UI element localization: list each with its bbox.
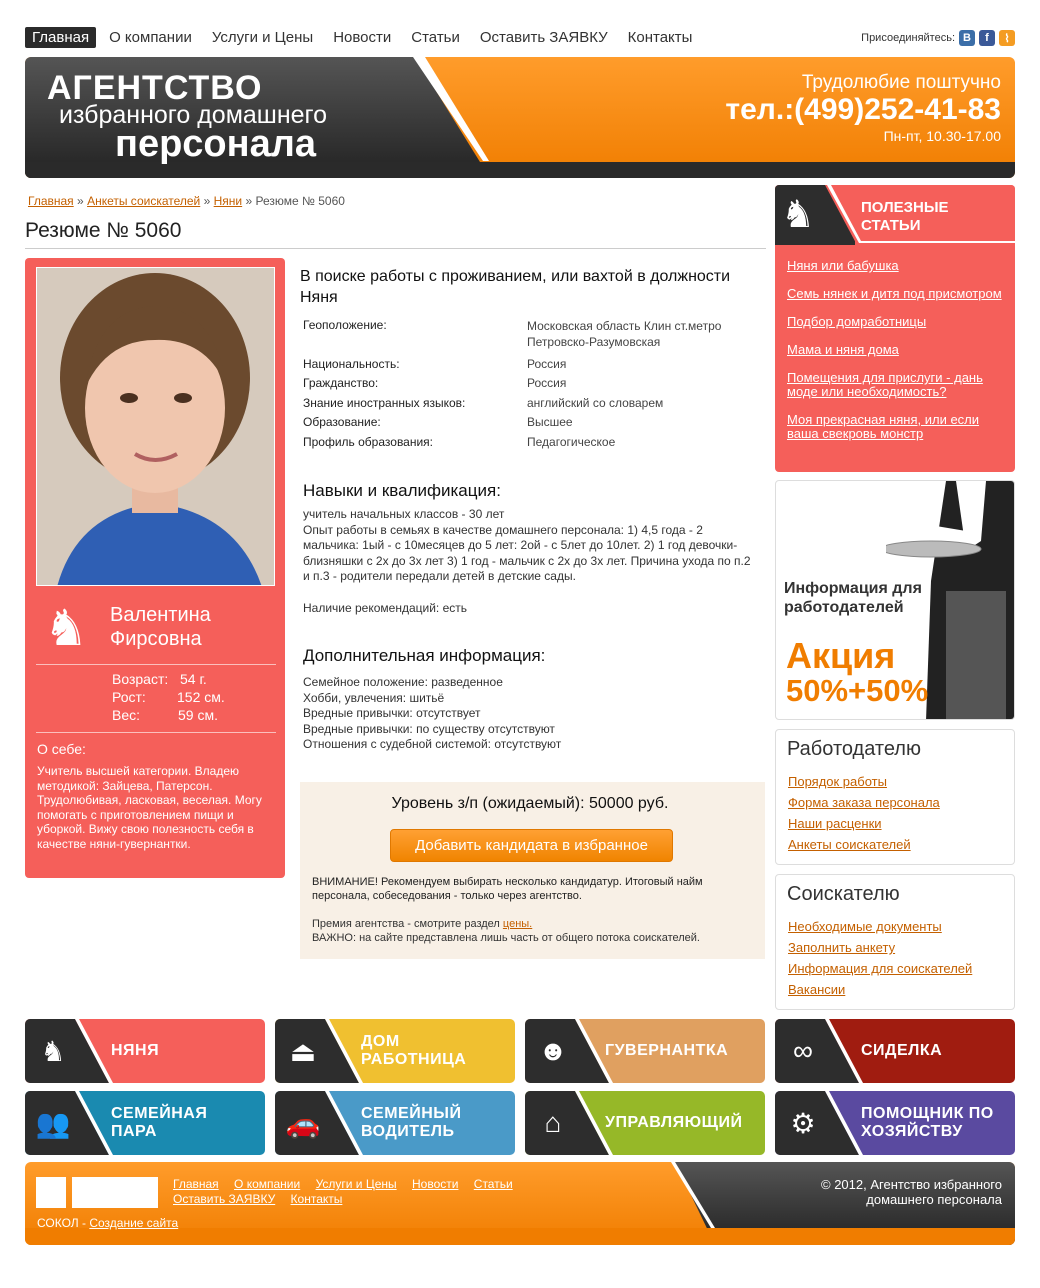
breadcrumb-current: Резюме № 5060: [255, 194, 345, 208]
nav-contacts[interactable]: Контакты: [627, 29, 693, 46]
work-hours: Пн-пт, 10.30-17.00: [883, 128, 1001, 144]
tile-governess[interactable]: [525, 1019, 765, 1083]
iron-icon: ⏏: [289, 1035, 317, 1067]
employer-link[interactable]: Форма заказа персонала: [788, 795, 940, 810]
tile-label: УПРАВЛЯЮЩИЙ: [605, 1114, 743, 1131]
field-label: Гражданство:: [303, 376, 379, 390]
phone-number: тел.:(499)252-41-83: [725, 93, 1001, 126]
governess-icon: ☻: [538, 1035, 568, 1066]
field-value: Высшее: [527, 415, 573, 429]
article-link[interactable]: Подбор домработницы: [787, 314, 927, 329]
employer-link[interactable]: Наши расценки: [788, 816, 882, 831]
weight-value: 59 см.: [178, 707, 218, 723]
nav-services[interactable]: Услуги и Цены: [211, 29, 314, 46]
tile-label: СИДЕЛКА: [861, 1042, 943, 1059]
field-value: английский со словарем: [527, 396, 664, 410]
nav-about[interactable]: О компании: [109, 29, 192, 46]
footer-link[interactable]: Статьи: [473, 1177, 513, 1191]
logo-line2[interactable]: избранного домашнего: [59, 101, 328, 129]
about-label: О себе:: [37, 741, 86, 757]
article-link[interactable]: Семь нянек и дитя под присмотром: [787, 286, 1002, 301]
add-to-favorites-button[interactable]: Добавить кандидата в избранное: [390, 829, 673, 862]
promo-discount: 50%+50%: [786, 673, 929, 708]
nav-news[interactable]: Новости: [333, 29, 392, 46]
breadcrumb-nanny[interactable]: Няни: [213, 194, 243, 208]
articles-title: ПОЛЕЗНЫЕ СТАТЬИ: [861, 199, 949, 234]
promo-text: Информация для работодателей: [784, 580, 922, 616]
candidate-link[interactable]: Заполнить анкету: [788, 940, 896, 955]
breadcrumb-home[interactable]: Главная: [28, 194, 74, 208]
breadcrumb-anketa[interactable]: Анкеты соискателей: [87, 194, 201, 208]
field-value: Педагогическое: [527, 435, 616, 449]
slogan: Трудолюбие поштучно: [801, 72, 1001, 93]
developer-credit: СОКОЛ - Создание сайта: [37, 1216, 179, 1230]
breadcrumb: Главная » Анкеты соискателей » Няни » Резюме № 5060: [28, 194, 345, 208]
employer-box: [775, 729, 1015, 865]
about-text: Учитель высшей категории. Владею методикой: Зайцева, Патерсон. Трудолюбивая, ласковая, веселая. Могу помогать с приготовлением пищи и уборкой. Вижу свою полезность себя в качестве няни-гувернантки.: [37, 764, 262, 851]
footer-logo-box: [36, 1177, 66, 1208]
footer-link[interactable]: Контакты: [290, 1192, 343, 1206]
weight-label: Вес:: [112, 707, 141, 723]
tile-manager[interactable]: [525, 1091, 765, 1155]
candidate-name: Валентина Фирсовна: [110, 604, 211, 650]
glasses-icon: ∞: [793, 1035, 813, 1066]
footer-link[interactable]: Оставить ЗАЯВКУ: [173, 1192, 276, 1206]
skills-title: Навыки и квалификация:: [303, 481, 501, 500]
employer-title: Работодателю: [787, 738, 921, 760]
tile-label: СЕМЕЙНЫЙ ВОДИТЕЛЬ: [361, 1105, 462, 1140]
divider: [36, 732, 276, 733]
candidate-link[interactable]: Информация для соискателей: [788, 961, 973, 976]
field-label: Знание иностранных языков:: [303, 396, 466, 410]
social-join: [861, 30, 1015, 46]
footer-link[interactable]: Новости: [411, 1177, 459, 1191]
divider: [25, 248, 766, 249]
tile-label: НЯНЯ: [111, 1042, 160, 1059]
nav-articles[interactable]: Статьи: [411, 29, 460, 46]
tile-family-couple[interactable]: [25, 1091, 265, 1155]
gear-icon: ⚙: [790, 1107, 816, 1139]
article-link[interactable]: Помещения для прислуги - дань моде или необходимость?: [787, 370, 983, 399]
top-navigation: [25, 27, 705, 48]
rocking-horse-icon: ♞: [781, 194, 816, 236]
premium-note: Премия агентства - смотрите раздел цены. ВАЖНО: на сайте представлена лишь часть от общего потока соискателей.: [312, 918, 700, 944]
skills-text: учитель начальных классов - 30 лет Опыт работы в семьях в качестве домашнего персонала: 1) 4,5 года - 2 мальчика: 1ый - с 10месяцев до 5 лет: 2ой - с 5лет до 10лет. 2) 1 год девочки-близняшки с 2х до 3х лет 3) 1 год - мальчик с 2х до 3х лет. Причина ухода по п.2 и п.3 - родители передали детей в детские сады. Наличие рекомендаций: есть: [303, 507, 751, 615]
rocking-horse-icon: ♞: [43, 600, 89, 656]
tile-household-helper[interactable]: [775, 1091, 1015, 1155]
age-value: 54 г.: [180, 671, 207, 687]
seeking-title: В поиске работы с проживанием, или вахтой в должности Няня: [300, 268, 731, 306]
facebook-icon[interactable]: f: [979, 30, 995, 46]
footer-link[interactable]: Услуги и Цены: [315, 1177, 397, 1191]
footer-navigation: [173, 1177, 573, 1207]
rss-icon[interactable]: ⌇: [999, 30, 1015, 46]
age-label: Возраст:: [112, 671, 169, 687]
house-icon: ⌂: [544, 1107, 562, 1138]
warning-text: ВНИМАНИЕ! Рекомендуем выбирать несколько кандидатур. Итоговый найм персонала, собеседования - только через агентство.: [312, 876, 703, 902]
tile-label: ГУВЕРНАНТКА: [605, 1042, 729, 1059]
field-label: Геоположение:: [303, 318, 387, 332]
logo-line1[interactable]: АГЕНТСТВО: [47, 69, 263, 107]
promo-action: Акция: [786, 635, 896, 676]
car-icon: 🚗: [285, 1107, 321, 1139]
couple-icon: 👥: [35, 1107, 71, 1139]
nav-home[interactable]: Главная: [25, 27, 96, 48]
salary-text: Уровень з/п (ожидаемый): 50000 руб.: [391, 795, 669, 812]
height-label: Рост:: [112, 689, 146, 705]
candidate-link[interactable]: Необходимые документы: [788, 919, 942, 934]
extra-title: Дополнительная информация:: [303, 646, 546, 665]
footer-link[interactable]: Главная: [173, 1177, 219, 1191]
tile-family-driver[interactable]: [275, 1091, 515, 1155]
profile-photo: [36, 267, 275, 586]
employer-promo-banner[interactable]: [775, 480, 1015, 720]
field-value: Россия: [527, 357, 567, 371]
footer-link[interactable]: О компании: [234, 1177, 301, 1191]
prices-link[interactable]: цены.: [502, 918, 533, 930]
footer-logo-box: [72, 1177, 158, 1208]
tile-nanny[interactable]: [25, 1019, 265, 1083]
candidate-title: Соискателю: [787, 883, 900, 905]
vk-icon[interactable]: B: [959, 30, 975, 46]
nav-request[interactable]: Оставить ЗАЯВКУ: [479, 29, 608, 46]
developer-link[interactable]: Создание сайта: [89, 1216, 179, 1230]
useful-articles: [775, 185, 1015, 472]
candidate-box: [775, 874, 1015, 1010]
field-label: Образование:: [303, 415, 381, 429]
height-value: 152 см.: [177, 689, 225, 705]
field-value: Россия: [527, 376, 567, 390]
article-link[interactable]: Мама и няня дома: [787, 342, 899, 357]
field-value: Московская область Клин ст.метро Петровско-Разумовская: [527, 319, 722, 349]
article-link[interactable]: Няня или бабушка: [787, 258, 899, 273]
logo-line3[interactable]: персонала: [115, 123, 317, 165]
tile-label: СЕМЕЙНАЯ ПАРА: [111, 1105, 208, 1140]
tile-label: ПОМОЩНИК ПО ХОЗЯЙСТВУ: [861, 1105, 994, 1140]
candidate-link[interactable]: Вакансии: [788, 982, 846, 997]
copyright: © 2012, Агентство избранного домашнего персонала: [821, 1177, 1002, 1207]
tile-caregiver[interactable]: [775, 1019, 1015, 1083]
employer-link[interactable]: Анкеты соискателей: [788, 837, 911, 852]
tile-housemaid[interactable]: [275, 1019, 515, 1083]
page-title: Резюме № 5060: [25, 219, 182, 242]
tile-label: ДОМ РАБОТНИЦА: [361, 1033, 467, 1068]
site-header: [25, 57, 1015, 178]
field-label: Национальность:: [303, 357, 400, 371]
extra-text: Семейное положение: разведенное Хобби, увлечения: шитьё Вредные привычки: отсутствует Вредные привычки: по существу отсутствуют Отношения с судебной системой: отсутствуют: [303, 675, 562, 752]
divider: [36, 664, 276, 665]
employer-link[interactable]: Порядок работы: [788, 774, 887, 789]
rocking-horse-icon: ♞: [40, 1035, 66, 1067]
join-label: Присоединяйтесь:: [861, 32, 955, 44]
field-label: Профиль образования:: [303, 435, 434, 449]
article-link[interactable]: Моя прекрасная няня, или если ваша свекровь монстр: [787, 412, 980, 441]
